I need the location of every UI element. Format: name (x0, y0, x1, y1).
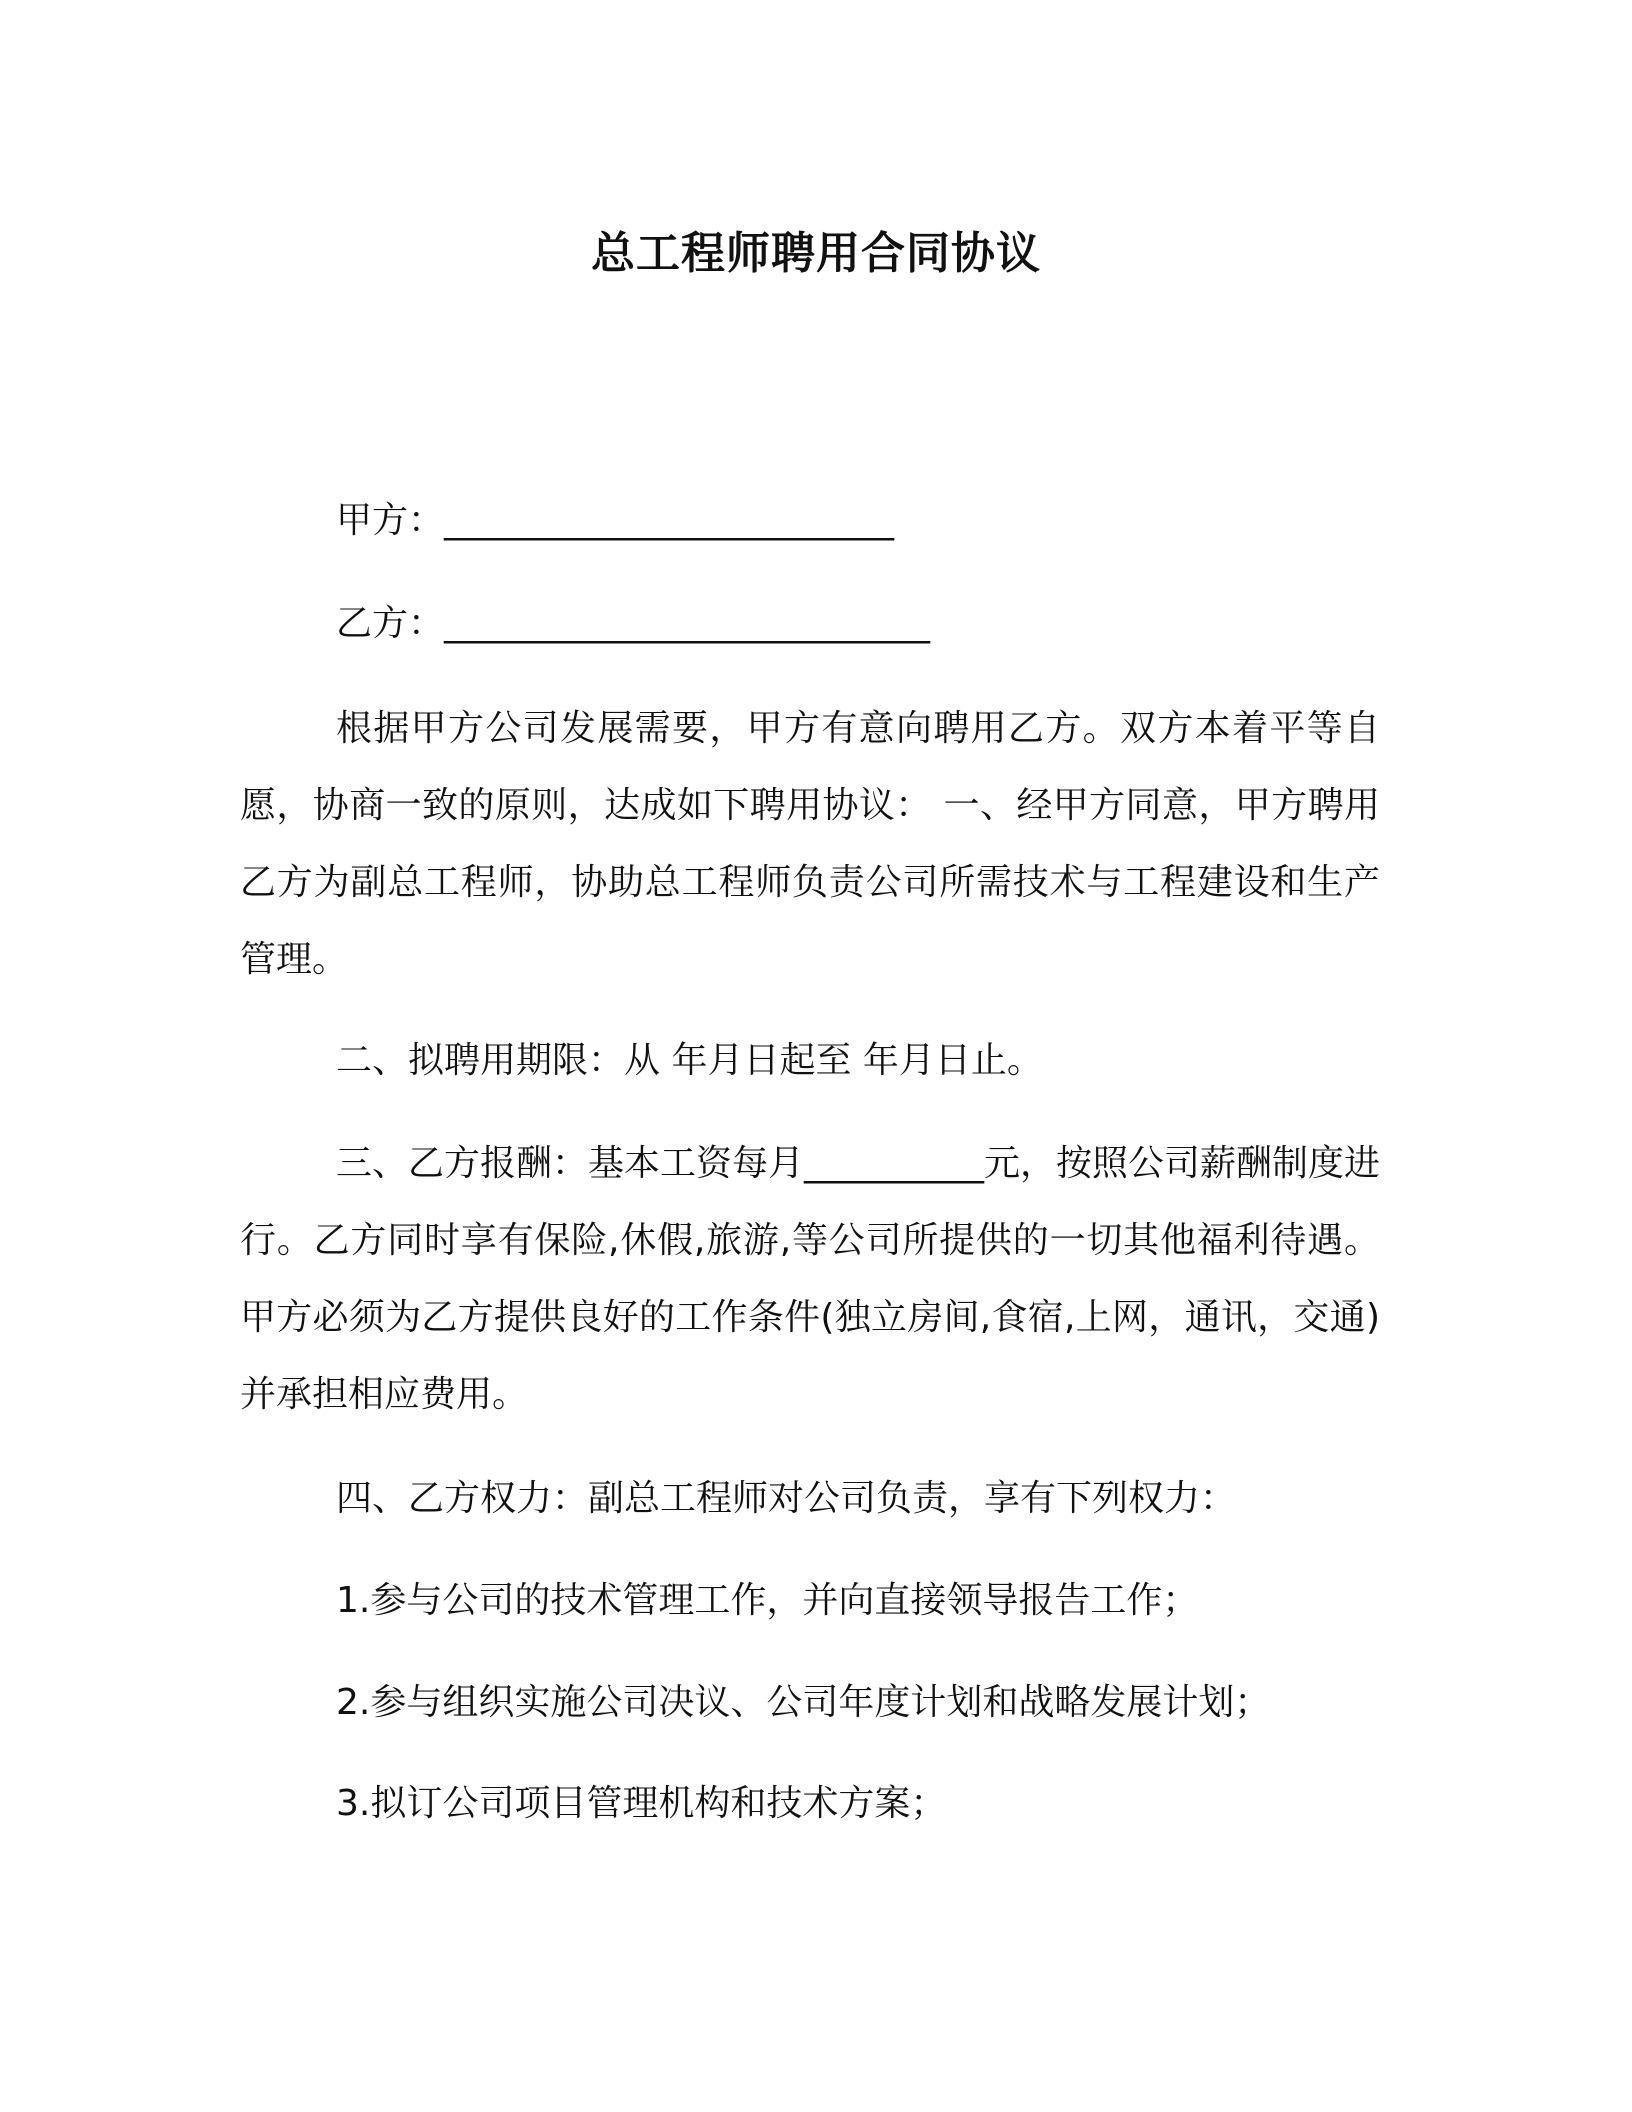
rights-heading: 四、乙方权力：副总工程师对公司负责，享有下列权力： (336, 1478, 1237, 1519)
document-title: 总工程师聘用合同协议 (591, 228, 1041, 279)
party-b-line: 乙方：___________________________ (336, 603, 931, 644)
rights-item-1: 1.参与公司的技术管理工作，并向直接领导报告工作； (336, 1580, 1199, 1621)
party-a-line: 甲方：_________________________ (336, 500, 895, 541)
term-clause: 二、拟聘用期限：从 年月日起至 年月日止。 (336, 1040, 1043, 1081)
rights-item-3: 3.拟订公司项目管理机构和技术方案； (336, 1783, 947, 1824)
rights-item-2: 2.参与组织实施公司决议、公司年度计划和战略发展计划； (336, 1682, 1271, 1723)
compensation-paragraph: 三、乙方报酬：基本工资每月__________元，按照公司薪酬制度进行。乙方同时享有保险,休假,旅游,等公司所提供的一切其他福利待遇。甲方必须为乙方提供良好的工作条件(独立房间,食宿,上网，通讯，交通)并承担相应费用。 (240, 1143, 1381, 1415)
intro-paragraph: 根据甲方公司发展需要，甲方有意向聘用乙方。双方本着平等自愿，协商一致的原则，达成如下聘用协议： 一、经甲方同意，甲方聘用乙方为副总工程师，协助总工程师负责公司所需技术与工程建设和生产管理。 (240, 708, 1380, 980)
